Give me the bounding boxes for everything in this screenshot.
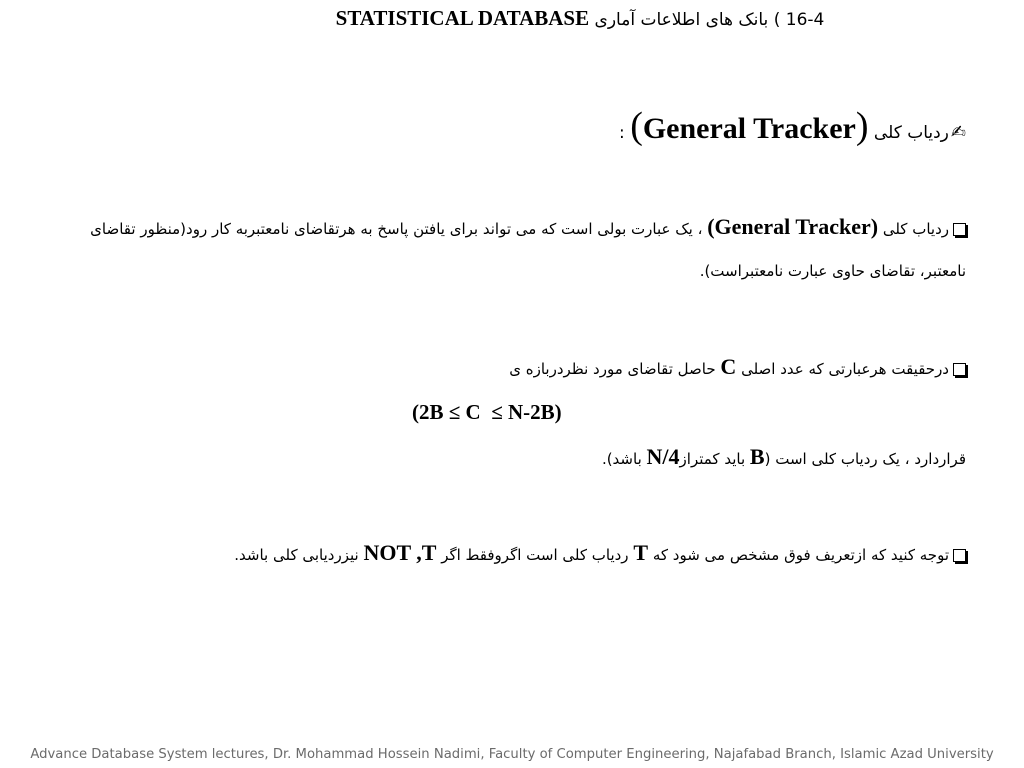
bullet-3-text-mid: ردیاب کلی است اگروفقط اگر <box>441 546 629 564</box>
bullet-2-variable-b: B <box>749 444 765 469</box>
heading-colon: : <box>619 123 625 143</box>
checkbox-bullet-icon <box>953 549 966 562</box>
heading-persian: ردیاب کلی <box>873 123 949 143</box>
heading-paren-close: ) <box>630 105 643 147</box>
bullet-2-line2-mid: باید کمتراز <box>679 450 746 468</box>
bullet-2-n-over-4: N/4 <box>646 444 680 469</box>
pencil-icon: ✍ <box>950 122 966 143</box>
bullet-1 <box>76 206 966 292</box>
bullet-2-line2-after: باشد). <box>601 450 642 468</box>
bullet-2-text-after: حاصل تقاضای مورد نظردربازه ی <box>509 360 716 378</box>
bullet-3-variable-t: T <box>633 540 649 565</box>
section-heading <box>619 104 966 148</box>
bullet-1-english: (General Tracker) <box>707 214 879 239</box>
checkbox-bullet-icon <box>953 223 966 236</box>
heading-english: General Tracker <box>642 112 856 145</box>
title-english: STATISTICAL DATABASE <box>335 6 590 30</box>
bullet-3-not-t: NOT ,T <box>363 540 437 565</box>
checkbox-bullet-icon <box>953 363 966 376</box>
title-number: 16-4 ) <box>773 10 825 30</box>
title-persian: بانک های اطلاعات آماری <box>594 10 769 30</box>
bullet-2-line2 <box>602 436 966 480</box>
bullet-3 <box>76 532 966 576</box>
bullet-1-text-before: ردیاب کلی <box>882 220 949 238</box>
heading-paren-open: ( <box>855 105 869 147</box>
bullet-3-text-before: توجه کنید که ازتعریف فوق مشخص می شود که <box>652 546 949 564</box>
slide-footer: Advance Database System lectures, Dr. Mohammad Hossein Nadimi, Faculty of Computer Engineering, Najafabad Branch, Islamic Azad University <box>30 747 994 762</box>
bullet-2-line2-before: قراردارد ، یک ردیاب کلی است ( <box>764 450 966 468</box>
bullet-2-formula: (2B ≤ C ≤ N-2B) <box>412 400 562 424</box>
slide-title <box>300 6 860 31</box>
bullet-1-text-after: ، یک عبارت بولی است که می تواند برای یافتن پاسخ به هرتقاضای نامعتبربه کار رود(منظور تقاضای نامعتبر، تقاضای حاوی عبارت نامعتبراست). <box>90 220 966 280</box>
bullet-2-variable-c: C <box>720 354 737 379</box>
bullet-2 <box>76 346 966 390</box>
bullet-3-text-after: نیزردیابی کلی باشد. <box>234 546 359 564</box>
bullet-2-text-before: درحقیقت هرعبارتی که عدد اصلی <box>741 360 949 378</box>
